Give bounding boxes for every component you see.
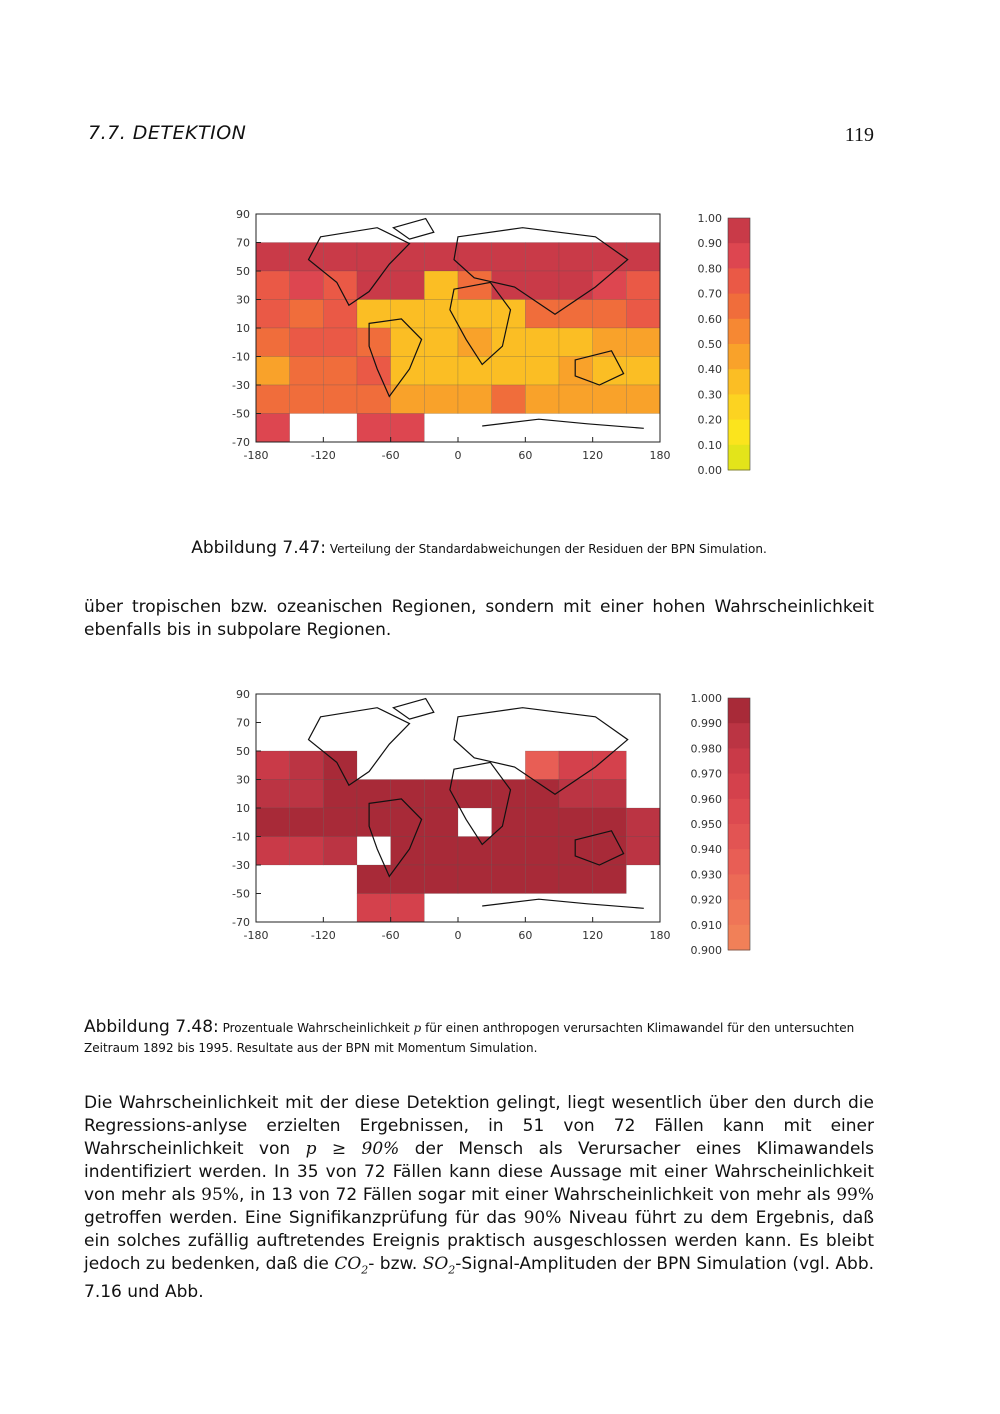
colorbar-swatch xyxy=(728,824,750,850)
heatmap-cell xyxy=(492,780,526,809)
heatmap-cell xyxy=(458,780,492,809)
heatmap-cell xyxy=(357,894,391,923)
heatmap-cell xyxy=(323,243,357,272)
colorbar-label: 0.990 xyxy=(690,717,722,731)
chart-std-residuals xyxy=(220,200,780,500)
paragraph-2 xyxy=(84,1092,874,1304)
heatmap-cell xyxy=(559,328,593,357)
colorbar-swatch xyxy=(728,394,750,420)
p2-co2: $CO_2$ xyxy=(334,1254,369,1277)
heatmap-cell xyxy=(256,780,290,809)
colorbar-label: 0.60 xyxy=(697,312,722,326)
heatmap-cell xyxy=(424,808,458,837)
heatmap-cell xyxy=(593,300,627,329)
colorbar-swatch xyxy=(728,849,750,875)
heatmap-cell xyxy=(391,780,425,809)
heatmap-cell xyxy=(424,243,458,272)
heatmap-cell xyxy=(559,780,593,809)
heatmap-cell xyxy=(424,328,458,357)
heatmap-cell xyxy=(323,837,357,866)
caption-label-2: Abbildung 7.48: xyxy=(84,1017,219,1037)
heatmap-cell xyxy=(323,385,357,414)
colorbar-label: 1.000 xyxy=(690,692,722,705)
figure-7-48-caption xyxy=(84,1017,874,1058)
caption-text: Verteilung der Standardabweichungen der Residuen der BPN Simulation. xyxy=(329,542,767,556)
heatmap-cell xyxy=(290,751,324,780)
heatmap-cell xyxy=(559,865,593,894)
heatmap-cell xyxy=(256,271,290,300)
colorbar-swatch xyxy=(728,748,750,774)
y-tick-label: -50 xyxy=(232,407,250,421)
x-tick-label: -60 xyxy=(381,929,400,942)
heatmap-cell xyxy=(391,328,425,357)
colorbar-label: 0.930 xyxy=(690,868,722,882)
x-tick-label: 60 xyxy=(518,449,533,462)
colorbar-swatch xyxy=(728,900,750,926)
y-tick-label: 70 xyxy=(236,716,250,730)
heatmap-cell xyxy=(626,808,660,837)
colorbar-swatch xyxy=(728,218,750,244)
colorbar-swatch xyxy=(728,774,750,800)
y-tick-label: -30 xyxy=(232,859,250,872)
heatmap-cell xyxy=(559,300,593,329)
heatmap-cell xyxy=(290,808,324,837)
x-tick-label: -60 xyxy=(381,449,400,462)
heatmap-cell xyxy=(458,243,492,272)
y-tick-label: -70 xyxy=(232,436,250,449)
colorbar-swatch xyxy=(728,698,750,724)
p2-s1: Die Wahrscheinlichkeit mit der diese Detektion gelingt, liegt wesentlich über den durch die Regressions-anlyse erzielten Ergebnissen, in 51 von 72 Fällen kann mit einer Wahrscheinlichkeit von xyxy=(84,1093,874,1159)
x-tick-label: -180 xyxy=(243,929,269,942)
heatmap-cell xyxy=(290,780,324,809)
heatmap-cell xyxy=(256,808,290,837)
heatmap-cell xyxy=(391,865,425,894)
heatmap-cell xyxy=(357,808,391,837)
heatmap-cell xyxy=(492,243,526,272)
heatmap-cell xyxy=(525,243,559,272)
heatmap-cell xyxy=(626,328,660,357)
p2-s6: - bzw. xyxy=(368,1254,418,1274)
heatmap-cell xyxy=(256,837,290,866)
heatmap-cell xyxy=(256,357,290,386)
colorbar-label: 0.940 xyxy=(690,843,722,857)
x-tick-label: 0 xyxy=(454,449,462,462)
heatmap-cell xyxy=(256,300,290,329)
figure-7-47 xyxy=(220,200,780,500)
x-tick-label: -180 xyxy=(243,449,269,462)
colorbar-label: 1.00 xyxy=(697,212,722,225)
heatmap-cell xyxy=(357,780,391,809)
y-tick-label: -30 xyxy=(232,379,250,392)
heatmap-cell xyxy=(492,300,526,329)
p2-math1: p ≥ 90% xyxy=(305,1139,400,1159)
heatmap-cell xyxy=(626,357,660,386)
heatmap-cell xyxy=(593,808,627,837)
heatmap-cell xyxy=(256,751,290,780)
colorbar-swatch xyxy=(728,268,750,294)
p2-s4: getroffen werden. Eine Signifikanzprüfung für das xyxy=(84,1208,517,1228)
colorbar-label: 0.70 xyxy=(697,287,722,301)
heatmap-cell xyxy=(525,751,559,780)
heatmap-cell xyxy=(357,243,391,272)
caption-text-2a: Prozentuale Wahrscheinlichkeit xyxy=(222,1021,410,1035)
colorbar-label: 0.950 xyxy=(690,818,722,831)
colorbar-swatch xyxy=(728,445,750,471)
heatmap-cell xyxy=(525,328,559,357)
heatmap-cell xyxy=(391,808,425,837)
colorbar-label: 0.20 xyxy=(697,413,722,427)
caption-label: Abbildung 7.47: xyxy=(191,538,326,558)
heatmap-cell xyxy=(458,385,492,414)
heatmap-cell xyxy=(391,271,425,300)
heatmap-cell xyxy=(424,780,458,809)
colorbar-label: 0.960 xyxy=(690,792,722,806)
colorbar-swatch xyxy=(728,369,750,395)
heatmap-cell xyxy=(290,837,324,866)
caption-var: p xyxy=(413,1021,422,1035)
heatmap-cell xyxy=(424,385,458,414)
p2-math4: 90% xyxy=(523,1208,562,1228)
heatmap-cell xyxy=(424,865,458,894)
heatmap-cell xyxy=(492,385,526,414)
y-tick-label: 50 xyxy=(236,745,250,758)
colorbar-label: 0.980 xyxy=(690,742,722,756)
heatmap-cell xyxy=(290,357,324,386)
heatmap-cell xyxy=(290,271,324,300)
running-head: 7.7. DETEKTION xyxy=(88,122,247,144)
heatmap-cell xyxy=(357,414,391,443)
heatmap-cell xyxy=(256,243,290,272)
x-tick-label: 120 xyxy=(582,449,604,462)
heatmap-cell xyxy=(492,328,526,357)
y-tick-label: 30 xyxy=(236,293,250,307)
heatmap-cell xyxy=(593,865,627,894)
y-tick-label: -10 xyxy=(232,830,250,844)
heatmap-cell xyxy=(492,837,526,866)
heatmap-cell xyxy=(492,865,526,894)
y-tick-label: 30 xyxy=(236,773,250,787)
x-tick-label: 180 xyxy=(649,929,671,942)
y-tick-label: 50 xyxy=(236,265,250,278)
heatmap-cell xyxy=(357,300,391,329)
heatmap-cell xyxy=(290,328,324,357)
heatmap-cell xyxy=(391,300,425,329)
heatmap-cell xyxy=(626,385,660,414)
colorbar-swatch xyxy=(728,319,750,345)
heatmap-cell xyxy=(256,328,290,357)
heatmap-cell xyxy=(559,271,593,300)
p2-math2: 95% xyxy=(201,1185,239,1205)
heatmap-cell xyxy=(559,385,593,414)
heatmap-cell xyxy=(391,243,425,272)
heatmap-cell xyxy=(593,780,627,809)
colorbar-label: 0.970 xyxy=(690,767,722,781)
colorbar-label: 0.90 xyxy=(697,237,722,251)
colorbar-swatch xyxy=(728,344,750,370)
colorbar-swatch xyxy=(728,294,750,320)
colorbar-swatch xyxy=(728,925,750,951)
heatmap-cell xyxy=(357,328,391,357)
y-tick-label: 90 xyxy=(236,688,250,701)
colorbar-label: 0.910 xyxy=(690,918,722,932)
colorbar-swatch xyxy=(728,243,750,269)
colorbar-label: 0.80 xyxy=(697,262,722,276)
heatmap-cell xyxy=(626,837,660,866)
heatmap-cell xyxy=(525,271,559,300)
heatmap-cell xyxy=(626,271,660,300)
page-number: 119 xyxy=(844,124,874,146)
heatmap-cell xyxy=(391,894,425,923)
figure-7-47-caption xyxy=(84,538,874,559)
heatmap-cell xyxy=(559,751,593,780)
colorbar-swatch xyxy=(728,723,750,749)
y-tick-label: -10 xyxy=(232,350,250,364)
colorbar-swatch xyxy=(728,799,750,825)
x-tick-label: -120 xyxy=(310,449,336,462)
p2-s3: , in 13 von 72 Fällen sogar mit einer Wahrscheinlichkeit von mehr als xyxy=(238,1185,831,1205)
heatmap-cell xyxy=(256,414,290,443)
colorbar-label: 0.900 xyxy=(690,944,722,957)
heatmap-cell xyxy=(525,385,559,414)
heatmap-cell xyxy=(391,414,425,443)
colorbar-label: 0.00 xyxy=(697,464,722,477)
x-tick-label: 0 xyxy=(454,929,462,942)
heatmap-cell xyxy=(626,243,660,272)
x-tick-label: -120 xyxy=(310,929,336,942)
p2-s2: der Mensch als Verursacher eines Klimawandels indentifiziert werden. In 35 von 72 Fällen kann diese Aussage mit einer Wahrscheinlichkeit von mehr als xyxy=(84,1139,875,1205)
heatmap-cell xyxy=(458,300,492,329)
y-tick-label: -70 xyxy=(232,916,250,929)
x-tick-label: 120 xyxy=(582,929,604,942)
heatmap-cell xyxy=(424,357,458,386)
colorbar-label: 0.10 xyxy=(697,438,722,452)
heatmap-cell xyxy=(492,357,526,386)
heatmap-cell xyxy=(424,837,458,866)
heatmap-cell xyxy=(323,808,357,837)
p2-s5: Niveau führt zu dem Ergebnis, daß ein solches zufällig auftretendes Ereignis praktisch ausgeschlossen werden kann. Es bleibt jedoch zu bedenken, daß die xyxy=(84,1208,875,1274)
colorbar-label: 0.920 xyxy=(690,893,722,907)
heatmap-cell xyxy=(323,328,357,357)
chart-probability-p xyxy=(220,680,780,980)
heatmap-cell xyxy=(525,808,559,837)
heatmap-cell xyxy=(424,300,458,329)
p2-so2: $SO_2$ xyxy=(422,1254,456,1277)
heatmap-cell xyxy=(458,865,492,894)
heatmap-cell xyxy=(492,808,526,837)
heatmap-cell xyxy=(290,300,324,329)
colorbar-swatch xyxy=(728,420,750,446)
heatmap-cell xyxy=(525,837,559,866)
y-tick-label: 10 xyxy=(236,802,250,815)
heatmap-cell xyxy=(559,808,593,837)
heatmap-cell xyxy=(593,328,627,357)
colorbar-label: 0.30 xyxy=(697,388,722,402)
y-tick-label: 90 xyxy=(236,208,250,221)
colorbar-label: 0.50 xyxy=(697,338,722,351)
colorbar-swatch xyxy=(728,874,750,900)
figure-7-48 xyxy=(220,680,780,980)
heatmap-cell xyxy=(559,243,593,272)
x-tick-label: 60 xyxy=(518,929,533,942)
heatmap-cell xyxy=(593,385,627,414)
y-tick-label: 70 xyxy=(236,236,250,250)
colorbar-label: 0.40 xyxy=(697,363,722,377)
heatmap-cell xyxy=(256,385,290,414)
heatmap-cell xyxy=(391,385,425,414)
paragraph-1: über tropischen bzw. ozeanischen Regionen, sondern mit einer hohen Wahrscheinlichkeit ebenfalls bis in subpolare Regionen. xyxy=(84,597,874,640)
p2-s7: -Signal-Amplituden der BPN Simulation (vgl. Abb. 7.16 und Abb. xyxy=(84,1254,875,1303)
p2-math3: 99% xyxy=(836,1185,875,1205)
heatmap-cell xyxy=(323,357,357,386)
y-tick-label: -50 xyxy=(232,887,250,901)
y-tick-label: 10 xyxy=(236,322,250,335)
heatmap-cell xyxy=(525,865,559,894)
heatmap-cell xyxy=(626,300,660,329)
caption-text-2b: für einen anthropogen verursachten Klimawandel für den untersuchten Zeitraum 1892 bis 1995. Resultate aus der BPN mit Momentum Simulation. xyxy=(84,1021,855,1055)
x-tick-label: 180 xyxy=(649,449,671,462)
heatmap-cell xyxy=(525,357,559,386)
heatmap-cell xyxy=(290,385,324,414)
